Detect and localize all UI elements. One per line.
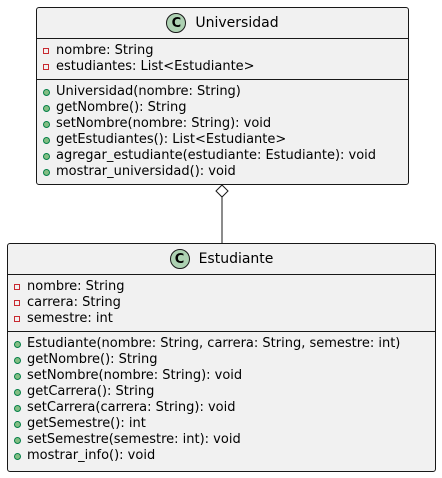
attribute-text: carrera: String [27, 295, 121, 310]
method-text: getEstudiantes(): List<Estudiante> [56, 132, 287, 147]
public-visibility-icon [14, 437, 21, 444]
attribute-text: estudiantes: List<Estudiante> [56, 59, 255, 74]
public-visibility-icon [14, 389, 21, 396]
public-visibility-icon [14, 453, 21, 460]
class-name: Universidad [195, 15, 279, 31]
method-row [14, 384, 435, 400]
method-text: setCarrera(carrera: String): void [27, 400, 236, 415]
public-visibility-icon [14, 373, 21, 380]
method-text: Estudiante(nombre: String, carrera: String, semestre: int) [27, 336, 401, 351]
private-visibility-icon [43, 48, 49, 54]
private-visibility-icon [14, 284, 20, 290]
public-visibility-icon [14, 421, 21, 428]
class-estudiante[interactable] [7, 243, 436, 472]
attribute-row [14, 311, 435, 327]
method-row [43, 132, 408, 148]
attribute-row [43, 59, 408, 75]
method-text: agregar_estudiante(estudiante: Estudiante): void [56, 148, 377, 163]
class-stereotype-icon: C [166, 13, 186, 33]
method-row [43, 148, 408, 164]
private-visibility-icon [14, 316, 20, 322]
method-row [14, 448, 435, 464]
method-text: setSemestre(semestre: int): void [27, 432, 241, 447]
private-visibility-icon [43, 64, 49, 70]
method-text: getSemestre(): int [27, 416, 146, 431]
attribute-text: nombre: String [27, 279, 125, 294]
method-row [14, 352, 435, 368]
attribute-row [43, 43, 408, 59]
method-text: setNombre(nombre: String): void [27, 368, 243, 383]
private-visibility-icon [14, 300, 20, 306]
method-text: getCarrera(): String [27, 384, 155, 399]
attribute-row [14, 295, 435, 311]
public-visibility-icon [43, 169, 50, 176]
class-header [8, 244, 435, 275]
method-text: getNombre(): String [56, 100, 187, 115]
method-text: setNombre(nombre: String): void [56, 116, 272, 131]
public-visibility-icon [43, 89, 50, 96]
method-row [43, 100, 408, 116]
public-visibility-icon [43, 137, 50, 144]
method-row [14, 400, 435, 416]
aggregation-diamond [216, 185, 228, 197]
attribute-text: nombre: String [56, 43, 154, 58]
attributes-section [37, 39, 408, 80]
method-row [43, 84, 408, 100]
method-text: Universidad(nombre: String) [56, 84, 241, 99]
attributes-section [8, 275, 435, 332]
methods-section [8, 332, 435, 468]
method-row [43, 164, 408, 180]
method-text: mostrar_info(): void [27, 448, 156, 463]
method-text: mostrar_universidad(): void [56, 164, 236, 179]
method-row [14, 416, 435, 432]
method-text: getNombre(): String [27, 352, 158, 367]
methods-section [37, 80, 408, 184]
class-header [37, 8, 408, 39]
public-visibility-icon [14, 357, 21, 364]
class-name: Estudiante [198, 251, 274, 267]
public-visibility-icon [14, 341, 21, 348]
method-row [14, 368, 435, 384]
attribute-text: semestre: int [27, 311, 113, 326]
attribute-row [14, 279, 435, 295]
public-visibility-icon [14, 405, 21, 412]
public-visibility-icon [43, 105, 50, 112]
public-visibility-icon [43, 153, 50, 160]
class-universidad[interactable] [36, 7, 409, 185]
class-stereotype-icon: C [170, 249, 190, 269]
method-row [14, 336, 435, 352]
public-visibility-icon [43, 121, 50, 128]
method-row [14, 432, 435, 448]
method-row [43, 116, 408, 132]
